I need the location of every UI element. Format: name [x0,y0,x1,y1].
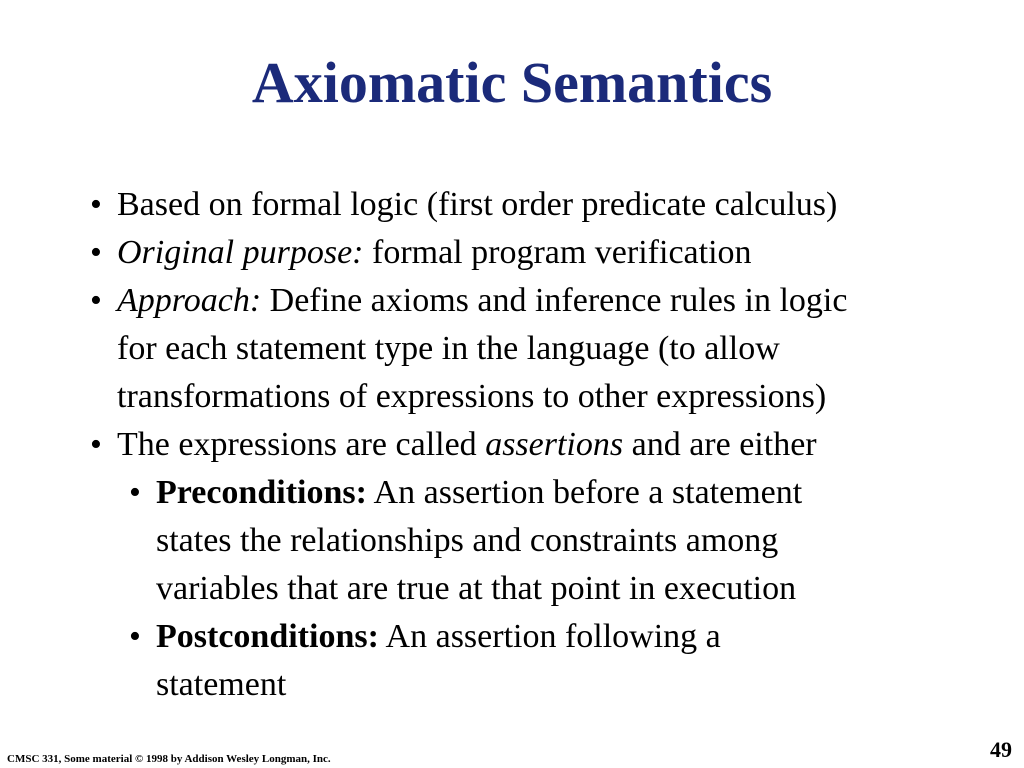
bullet-label: Original purpose: [117,234,364,271]
bullet-text: formal program verification [363,234,752,271]
sub-bullet-item-postconditions [0,613,1024,709]
bullet-text-continuation: for each statement type in the language (to allow [117,330,780,367]
bullet-emphasis: assertions [485,426,624,463]
sub-bullet-text-continuation: variables that are true at that point in execution [156,570,797,607]
page-number: 49 [990,737,1012,762]
sub-bullet-text: An assertion before a statement [366,474,803,511]
sub-bullet-item-preconditions [0,469,1024,613]
bullet-dot-icon: • [129,618,141,655]
bullet-item-formal-logic [0,181,1024,229]
bullet-dot-icon: • [90,426,102,463]
bullet-item-assertions [0,421,1024,469]
bullet-dot-icon: • [129,474,141,511]
bullet-text: and are either [623,426,817,463]
bullet-text: The expressions are called [117,426,486,463]
bullet-dot-icon: • [90,282,102,319]
bullet-dot-icon: • [90,234,102,271]
sub-bullet-text-continuation: states the relationships and constraints among [156,522,779,559]
bullet-item-original-purpose [0,229,1024,277]
bullet-item-approach [0,277,1024,421]
bullet-list [0,181,1024,709]
bullet-label: Approach: [117,282,262,319]
footer-copyright: CMSC 331, Some material © 1998 by Addison Wesley Longman, Inc. [7,753,331,765]
bullet-text: Define axioms and inference rules in logic [261,282,848,319]
bullet-dot-icon: • [90,186,102,223]
sub-bullet-label: Postconditions: [156,618,379,655]
sub-bullet-label: Preconditions: [156,474,367,511]
bullet-text-continuation: transformations of expressions to other expressions) [117,378,827,415]
slide-title: Axiomatic Semantics [251,50,773,115]
sub-bullet-text: An assertion following a [378,618,721,655]
sub-bullet-text-continuation: statement [156,666,287,703]
bullet-text: Based on formal logic (first order predicate calculus) [117,186,838,223]
